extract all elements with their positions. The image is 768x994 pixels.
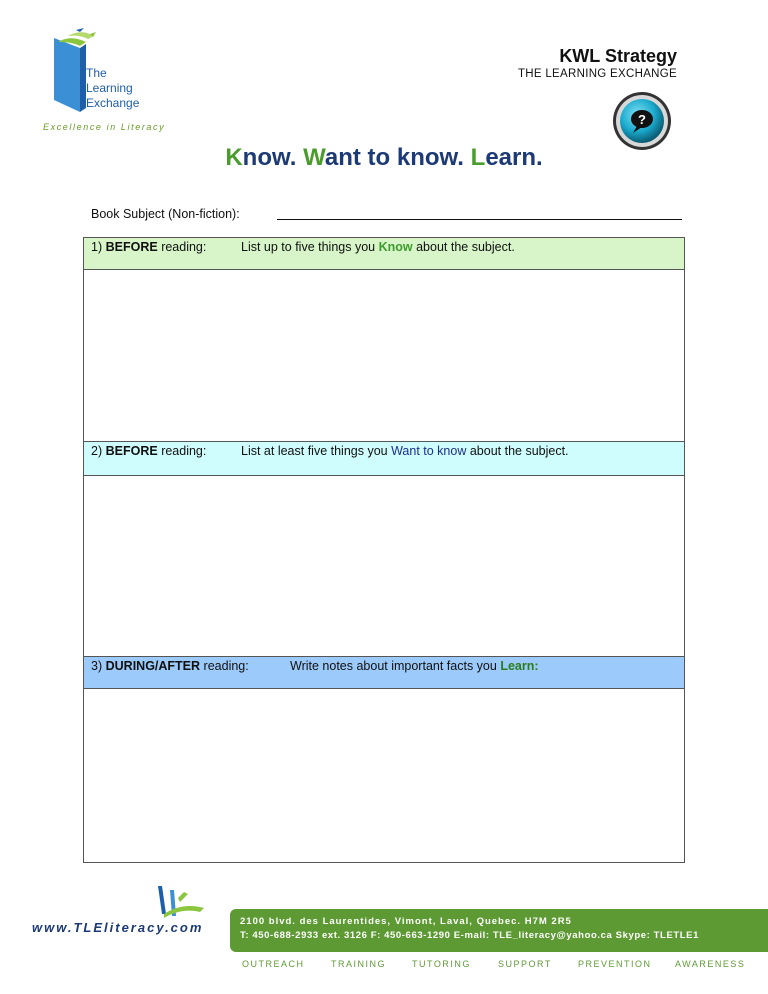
book-subject-label: Book Subject (Non-fiction): bbox=[91, 207, 240, 221]
footer-logo-icon bbox=[150, 884, 210, 920]
service-outreach: OUTREACH bbox=[242, 959, 305, 969]
know-section bbox=[83, 237, 685, 442]
main-heading bbox=[0, 144, 768, 172]
learn-section bbox=[83, 656, 685, 863]
heading-k: K bbox=[225, 144, 243, 171]
logo-wordmark: The Learning Exchange bbox=[86, 66, 140, 110]
stage-label: DURING/AFTER bbox=[105, 659, 201, 673]
learn-notes-area[interactable] bbox=[84, 689, 684, 862]
learn-instruction: Write notes about important facts you Learn: bbox=[290, 659, 539, 673]
footer-contact-info: T: 450-688-2933 ext. 3126 F: 450-663-1290 E-mail: TLE_literacy@yahoo.ca Skype: TLETLE1 bbox=[240, 930, 699, 941]
heading-l: L bbox=[470, 144, 486, 171]
want-instruction: List at least five things you Want to know about the subject. bbox=[241, 444, 569, 458]
question-bubble-icon bbox=[611, 90, 673, 152]
organization-name: THE LEARNING EXCHANGE bbox=[517, 68, 677, 80]
stage-label: BEFORE bbox=[105, 240, 158, 254]
website-link[interactable]: www.TLEliteracy.com bbox=[32, 920, 204, 935]
service-support: SUPPORT bbox=[498, 959, 552, 969]
document-title: KWL Strategy bbox=[559, 46, 677, 66]
heading-want: ant to know. bbox=[324, 144, 464, 171]
know-section-header: 1) BEFORE reading: List up to five things you Know about the subject. bbox=[84, 238, 684, 270]
heading-w: W bbox=[303, 144, 325, 171]
footer-address: 2100 blvd. des Laurentides, Vimont, Laval, Quebec. H7M 2R5 bbox=[240, 916, 572, 927]
heading-know: now. bbox=[242, 144, 297, 171]
want-to-know-section bbox=[83, 441, 685, 657]
want-section-header: 2) BEFORE reading: List at least five things you Want to know about the subject. bbox=[84, 442, 684, 476]
svg-text:?: ? bbox=[638, 112, 646, 127]
logo-tagline: Excellence in Literacy bbox=[43, 122, 166, 132]
stage-label: BEFORE bbox=[105, 444, 158, 458]
service-prevention: PREVENTION bbox=[578, 959, 652, 969]
know-instruction: List up to five things you Know about the subject. bbox=[241, 240, 515, 254]
heading-learn: earn. bbox=[485, 144, 543, 171]
service-awareness: AWARENESS bbox=[675, 959, 746, 969]
book-subject-field[interactable] bbox=[277, 219, 682, 220]
service-tutoring: TUTORING bbox=[412, 959, 471, 969]
know-notes-area[interactable] bbox=[84, 270, 684, 441]
service-training: TRAINING bbox=[331, 959, 387, 969]
learn-section-header: 3) DURING/AFTER reading: Write notes about important facts you Learn: bbox=[84, 657, 684, 689]
want-notes-area[interactable] bbox=[84, 476, 684, 656]
